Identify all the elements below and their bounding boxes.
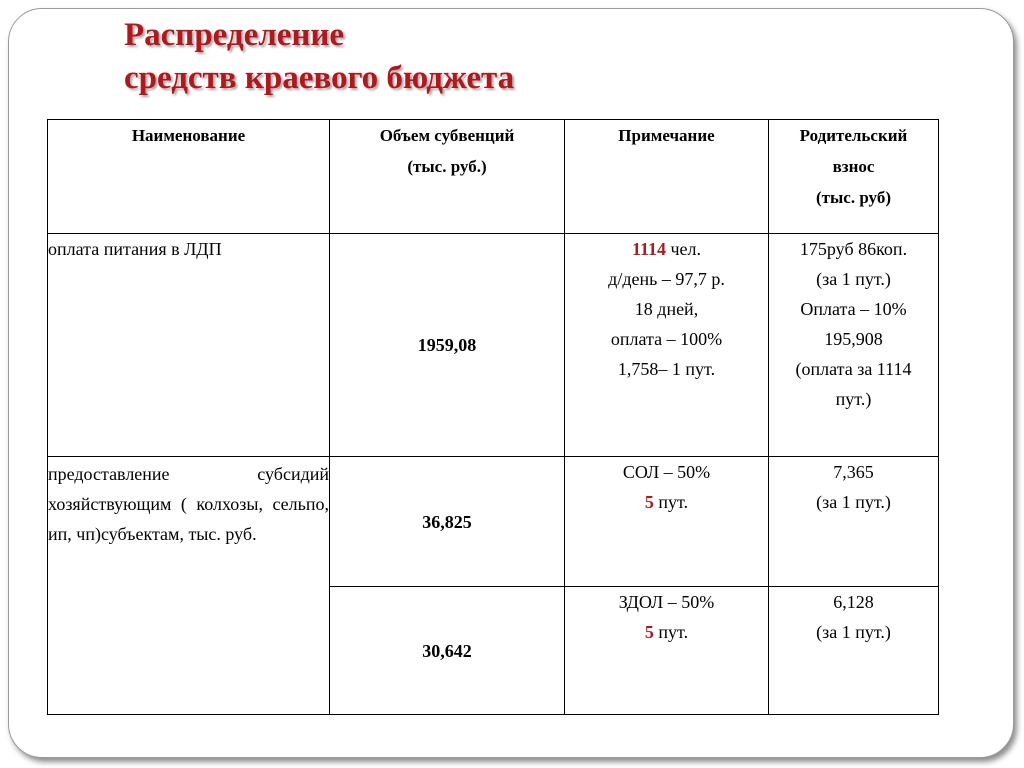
zdol-fee-cell (769, 587, 939, 715)
sol-shifts-count: 5 (644, 492, 654, 512)
ldp-fee-line-2: (за 1 пут.) (816, 269, 891, 289)
zdol-note-line-2 (565, 617, 768, 647)
sol-volume: 36,825 (422, 511, 472, 532)
zdol-fee-line-1: 6,128 (833, 592, 874, 612)
ldp-note-line-2: д/день – 97,7 р. (608, 269, 725, 289)
header-fee-line-3: (тыс. руб) (816, 188, 891, 207)
header-volume-line-1: Объем субвенций (379, 126, 515, 145)
zdol-volume: 30,642 (422, 640, 472, 661)
ldp-note-line-5: 1,758– 1 пут. (617, 359, 716, 379)
ldp-fee-cell (769, 234, 939, 457)
ldp-note-cell (565, 234, 769, 457)
sol-fee-line-2: (за 1 пут.) (816, 492, 891, 512)
sol-fee-line-1: 7,365 (833, 462, 874, 482)
header-fee-line-2: взнос (832, 157, 875, 176)
ldp-note-line-1 (565, 234, 768, 264)
ldp-fee-line-6: пут.) (835, 389, 872, 409)
zdol-volume-cell (330, 587, 565, 715)
table-header-row (48, 120, 939, 234)
sol-volume-cell (330, 457, 565, 587)
ldp-fee-line-4: 195,908 (824, 329, 883, 349)
slide-title-line-1: Распределение (124, 17, 345, 53)
header-volume-line-2: (тыс. руб.) (407, 157, 487, 176)
header-volume (330, 120, 565, 234)
ldp-volume-cell (330, 234, 565, 457)
table-row-sol (48, 457, 939, 587)
zdol-note-line-1: ЗДОЛ – 50% (618, 592, 715, 612)
zdol-fee-line-2: (за 1 пут.) (816, 622, 891, 642)
header-name-text: Наименование (131, 126, 246, 145)
ldp-children-suffix: чел. (665, 239, 702, 259)
table-row-ldp (48, 234, 939, 457)
slide-title-line-2: средств краевого бюджета (124, 60, 515, 96)
budget-table (47, 119, 939, 715)
ldp-fee-line-5: (оплата за 1114 (795, 359, 912, 379)
header-note-text: Примечание (618, 126, 715, 145)
zdol-shifts-suffix: пут. (653, 622, 689, 642)
ldp-fee-line-3: Оплата – 10% (800, 299, 907, 319)
ldp-fee-line-1: 175руб 86коп. (799, 239, 908, 259)
ldp-name: оплата питания в ЛДП (48, 239, 222, 259)
ldp-note-line-4: оплата – 100% (610, 329, 723, 349)
sol-fee-cell (769, 457, 939, 587)
ldp-name-cell (48, 234, 330, 457)
ldp-volume: 1959,08 (417, 335, 477, 355)
ldp-note-line-3: 18 дней, (634, 299, 699, 319)
sol-shifts-suffix: пут. (653, 492, 689, 512)
slide-title (124, 14, 514, 100)
header-fee-line-1: Родительский (799, 126, 908, 145)
header-note (565, 120, 769, 234)
subsidy-name: предоставление субсидий хозяйствующим ( колхозы, сельпо, ип, чп)субъектам, тыс. руб. (48, 464, 329, 544)
ldp-children-count: 1114 (631, 239, 666, 259)
header-name (48, 120, 330, 234)
sol-note-line-1: СОЛ – 50% (622, 462, 711, 482)
zdol-note-cell (565, 587, 769, 715)
subsidy-name-cell (48, 457, 330, 715)
zdol-shifts-count: 5 (644, 622, 654, 642)
sol-note-cell (565, 457, 769, 587)
sol-note-line-2 (565, 487, 768, 517)
header-parent-fee (769, 120, 939, 234)
